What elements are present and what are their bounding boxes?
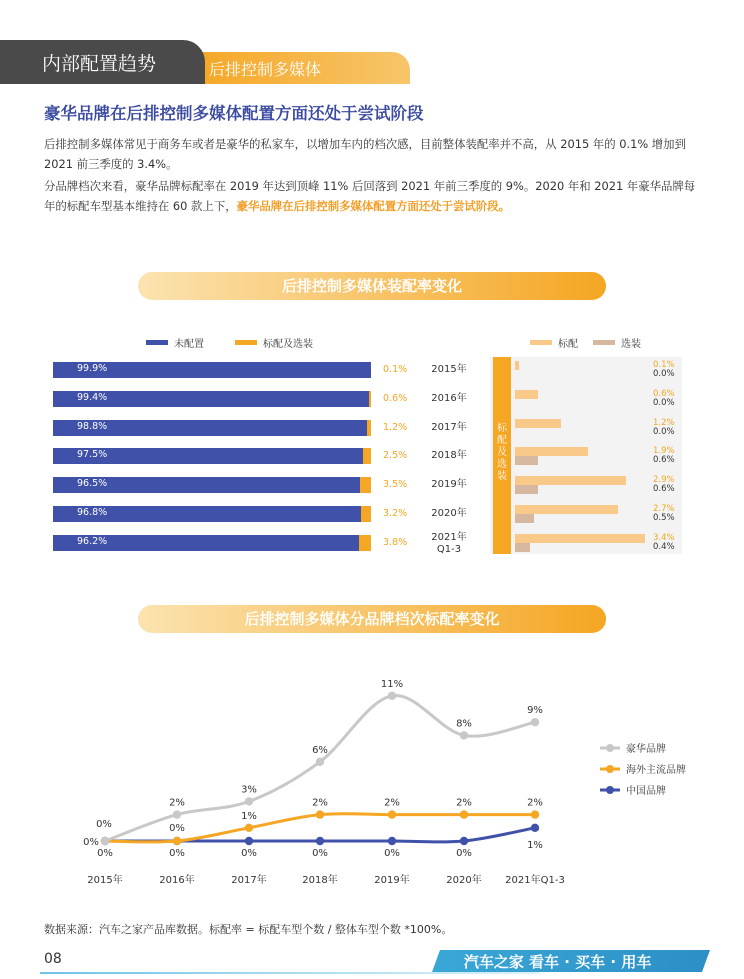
legend-marker xyxy=(606,765,614,773)
paragraph-2 xyxy=(44,176,704,216)
stacked-bar-row xyxy=(53,477,371,493)
series-point xyxy=(245,837,253,845)
legend-marker xyxy=(606,786,614,794)
year-label: 2019年 xyxy=(431,479,467,491)
bar-optional-label: 0.0% xyxy=(653,369,675,379)
legend-marker xyxy=(606,744,614,752)
bar-standard-label: 0.1% xyxy=(653,360,675,370)
overseas-value-label: 0% xyxy=(169,823,185,834)
stacked-bar-row xyxy=(53,448,371,464)
bar-optional-label: 0.4% xyxy=(653,541,675,552)
legend-swatch-unconfigured xyxy=(146,340,168,345)
bar-configured-label: 0.1% xyxy=(383,364,408,375)
bar-configured-label: 0.6% xyxy=(383,392,408,404)
overseas-value-label: 2% xyxy=(456,797,472,809)
overseas-value-label: 2% xyxy=(527,797,543,809)
year-label: 2016年 xyxy=(431,392,467,404)
bar-standard xyxy=(515,419,561,428)
luxury-value-label: 9% xyxy=(527,705,543,717)
brand-banner xyxy=(432,950,710,972)
series-point xyxy=(388,837,396,845)
year-label: 2017年 xyxy=(431,421,467,433)
bar-unconfigured xyxy=(53,506,361,522)
bar-optional xyxy=(515,456,538,465)
bar-configured-label: 1.2% xyxy=(383,421,408,433)
legend-standard xyxy=(530,335,578,350)
series-point xyxy=(531,810,539,818)
luxury-value-label: 0% xyxy=(96,819,112,830)
legend-swatch-configured xyxy=(235,340,257,345)
china-value-label: 0% xyxy=(312,848,328,859)
x-axis-tick-label: 2021年Q1-3 xyxy=(505,875,565,886)
bar-unconfigured-label: 99.4% xyxy=(77,391,108,403)
paragraph-2-text: 分品牌档次来看，豪华品牌标配率在 2019 年达到顶峰 11% 后回落到 2021 年前三季度的 9%。2020 年和 2021 年豪华品牌每年的标配车型基本维持在 60 款上下， xyxy=(44,179,696,213)
x-axis-tick-label: 2017年 xyxy=(231,875,267,886)
bar-optional xyxy=(515,485,538,494)
panel-side-label-text: 标配及选装 xyxy=(497,423,507,482)
bar-standard-label: 2.9% xyxy=(653,475,675,486)
bar-unconfigured-label: 96.2% xyxy=(77,535,108,547)
bar-unconfigured-label: 97.5% xyxy=(77,449,108,461)
article-headline: 豪华品牌在后排控制多媒体配置方面还处于尝试阶段 xyxy=(44,104,424,123)
bar-configured-label: 2.5% xyxy=(383,450,408,462)
legend-swatch-standard xyxy=(530,340,552,345)
panel-side-label xyxy=(493,357,511,554)
bar-configured-label: 3.2% xyxy=(383,508,408,519)
china-value-label: 0% xyxy=(97,848,113,859)
section-tab-label: 内部配置趋势 xyxy=(42,53,157,75)
page-number: 08 xyxy=(44,951,62,967)
series-point xyxy=(316,810,324,818)
overseas-value-label: 2% xyxy=(312,797,328,809)
legend-unconfigured xyxy=(146,335,204,350)
bar-unconfigured xyxy=(53,362,371,378)
chart2-banner: 后排控制多媒体分品牌档次标配率变化 xyxy=(138,605,606,633)
bar-optional-label: 0.6% xyxy=(653,484,675,495)
legend-label: 海外主流品牌 xyxy=(626,765,686,776)
bar-standard xyxy=(515,390,538,399)
bar-unconfigured xyxy=(53,391,369,407)
legend-label: 豪华品牌 xyxy=(626,744,666,755)
bar-unconfigured-label: 98.8% xyxy=(77,420,108,432)
series-point xyxy=(245,797,253,805)
legend-configured xyxy=(235,335,313,350)
stacked-bar-row xyxy=(53,362,371,378)
bar-unconfigured-label: 96.5% xyxy=(77,478,108,490)
series-point xyxy=(531,824,539,832)
subsection-tab-label: 后排控制多媒体 xyxy=(209,60,322,79)
bar-configured-label: 3.8% xyxy=(383,536,408,548)
bar-unconfigured xyxy=(53,448,363,464)
chart1-banner: 后排控制多媒体装配率变化 xyxy=(138,272,606,300)
series-point xyxy=(460,837,468,845)
series-point xyxy=(316,758,324,766)
overseas-value-label: 2% xyxy=(384,797,400,809)
series-line xyxy=(105,695,535,841)
series-point xyxy=(531,718,539,726)
bar-unconfigured-label: 99.9% xyxy=(77,363,108,374)
luxury-value-label: 6% xyxy=(312,744,328,756)
legend-optional xyxy=(593,335,641,350)
series-point xyxy=(460,731,468,739)
bar-optional xyxy=(515,543,530,552)
bar-configured-label: 3.5% xyxy=(383,479,408,491)
paragraph-1: 后排控制多媒体常见于商务车或者是豪华的私家车，以增加车内的档次感，目前整体装配率并不高，从 2015 年的 0.1% 增加到 2021 前三季度的 3.4%。 xyxy=(44,137,686,171)
china-value-label: 0% xyxy=(169,848,185,859)
bar-unconfigured xyxy=(53,535,359,551)
series-point xyxy=(173,837,181,845)
legend-label-configured: 标配及选装 xyxy=(263,339,313,350)
bar-unconfigured xyxy=(53,477,360,493)
legend-label: 中国品牌 xyxy=(626,786,666,797)
bar-optional-label: 0.0% xyxy=(653,426,675,437)
stacked-bar-row xyxy=(53,506,371,522)
china-value-label: 0% xyxy=(241,848,257,859)
series-point xyxy=(316,837,324,845)
overseas-value-label: 0% xyxy=(83,837,99,848)
china-value-label: 1% xyxy=(527,839,543,851)
bar-standard xyxy=(515,534,645,543)
legend-label-unconfigured: 未配置 xyxy=(174,339,204,350)
series-point xyxy=(388,810,396,818)
luxury-value-label: 8% xyxy=(456,718,472,730)
series-point xyxy=(173,810,181,818)
bar-unconfigured-label: 96.8% xyxy=(77,507,108,518)
year-label: 2018年 xyxy=(431,450,467,462)
x-axis-tick-label: 2018年 xyxy=(302,875,338,886)
bar-standard xyxy=(515,476,626,485)
bar-standard-label: 3.4% xyxy=(653,532,675,543)
stacked-bar-row xyxy=(53,420,371,436)
bar-standard xyxy=(515,361,519,370)
footer-rule xyxy=(40,972,540,974)
bar-standard-label: 1.2% xyxy=(653,417,675,428)
series-point xyxy=(460,810,468,818)
bar-optional-label: 0.5% xyxy=(653,513,675,523)
overseas-value-label: 1% xyxy=(241,810,257,822)
x-axis-tick-label: 2015年 xyxy=(87,875,123,886)
paragraph-2-highlight: 豪华品牌在后排控制多媒体配置方面还处于尝试阶段。 xyxy=(236,199,510,213)
china-value-label: 0% xyxy=(456,848,472,859)
year-label: 2015年 xyxy=(431,364,467,375)
bar-standard-label: 0.6% xyxy=(653,388,675,399)
bar-standard-label: 1.9% xyxy=(653,446,675,457)
line-chart xyxy=(0,660,744,900)
bar-standard xyxy=(515,447,588,456)
bar-optional-label: 0.0% xyxy=(653,397,675,408)
year-label: 2021年 Q1-3 xyxy=(431,531,467,555)
bar-optional-label: 0.6% xyxy=(653,455,675,466)
series-point xyxy=(101,837,109,845)
year-label: 2020年 xyxy=(431,508,467,519)
section-tab xyxy=(0,40,205,84)
legend-label-standard: 标配 xyxy=(558,339,578,350)
series-point xyxy=(245,824,253,832)
legend-swatch-optional xyxy=(593,340,615,345)
china-value-label: 0% xyxy=(384,848,400,859)
bar-unconfigured xyxy=(53,420,367,436)
luxury-value-label: 11% xyxy=(380,678,404,690)
bar-optional xyxy=(515,514,534,523)
bar-standard xyxy=(515,505,618,514)
bar-standard-label: 2.7% xyxy=(653,504,675,514)
luxury-value-label: 3% xyxy=(241,784,257,796)
series-point xyxy=(388,692,396,700)
brand-slogan: 汽车之家 看车 · 买车 · 用车 xyxy=(463,953,652,971)
legend-label-optional: 选装 xyxy=(621,339,641,350)
x-axis-tick-label: 2019年 xyxy=(374,875,410,886)
stacked-bar-row xyxy=(53,391,371,407)
x-axis-tick-label: 2016年 xyxy=(159,875,195,886)
x-axis-tick-label: 2020年 xyxy=(446,875,482,886)
subsection-tab xyxy=(185,52,410,84)
stacked-bar-row xyxy=(53,535,371,551)
luxury-value-label: 2% xyxy=(169,797,185,809)
data-source-note: 数据来源：汽车之家产品库数据。标配率 = 标配车型个数 / 整体车型个数 *100%。 xyxy=(44,923,453,936)
